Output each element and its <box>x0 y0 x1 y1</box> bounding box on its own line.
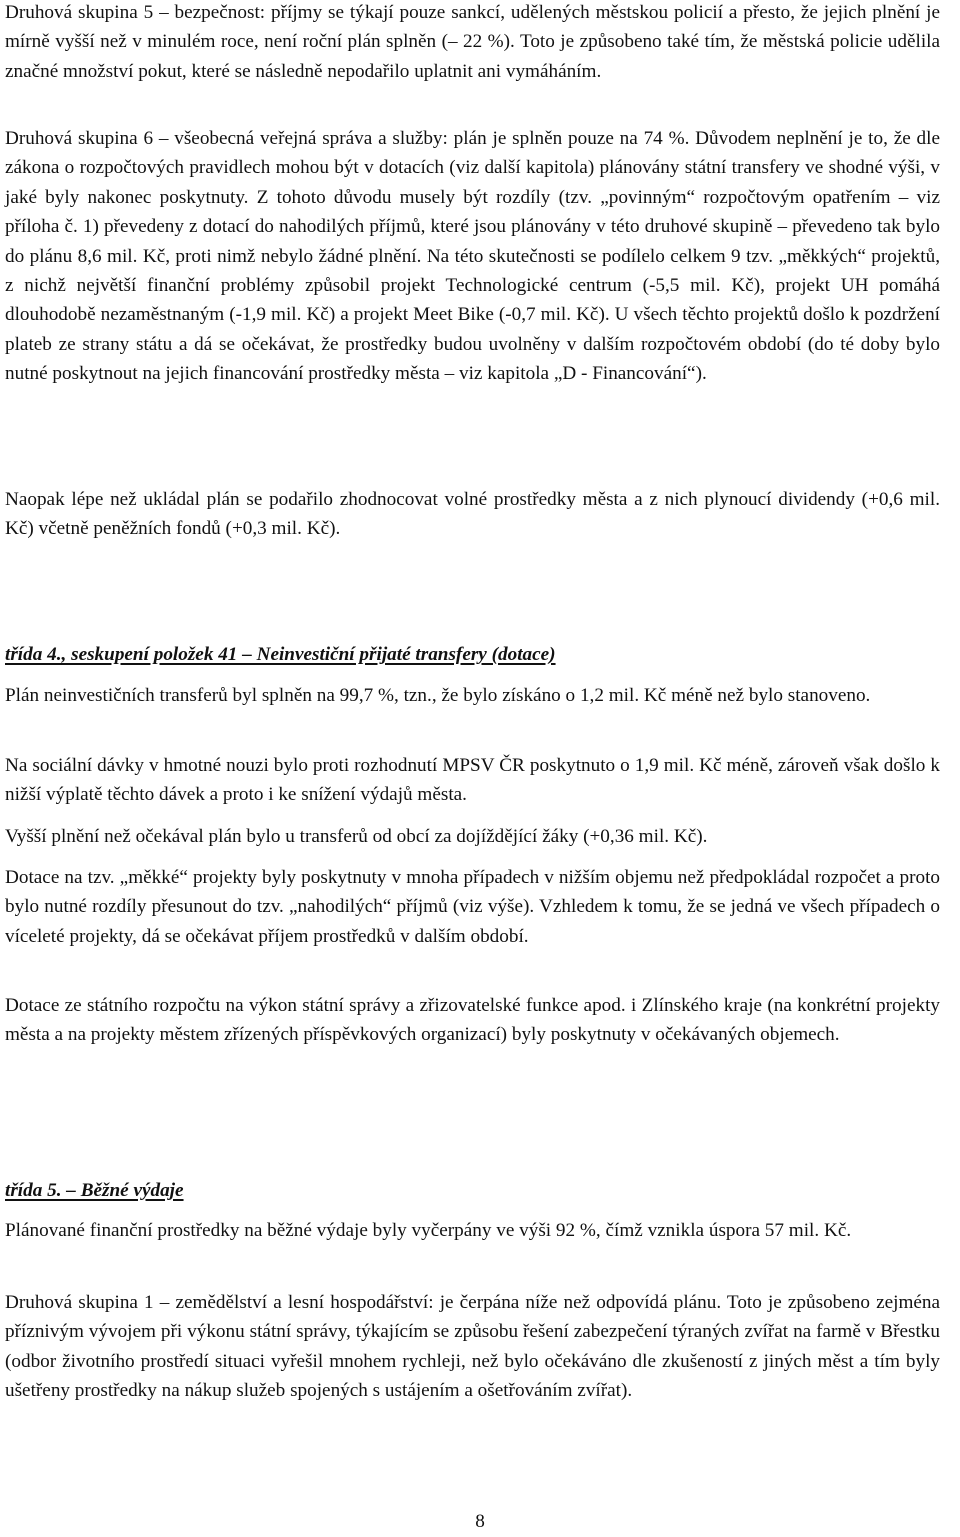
paragraph-dividends: Naopak lépe než ukládal plán se podařilo zhodnocovat volné prostředky města a z nich plynoucí dividendy (+0,6 mil. Kč) včetně peněžních fondů (+0,3 mil. Kč). <box>5 489 940 540</box>
paragraph-soft-projects: Dotace na tzv. „měkké“ projekty byly poskytnuty v mnoha případech v nižším objemu než předpokládal rozpočet a proto bylo nutné rozdíly přesunout do tzv. „nahodilých“ příjmů (viz výše). Vzhledem k tomu, že se jedná ve všech případech o víceleté projekty, dá se očekávat příjem prostředků v dalším období. <box>5 867 940 947</box>
paragraph-state-budget-grants: Dotace ze státního rozpočtu na výkon státní správy a zřizovatelské funkce apod. i Zlínského kraje (na konkrétní projekty města a na projekty městem zřízených příspěvkových organizací) byly poskytnuty v očekávaných objemech. <box>5 995 940 1046</box>
paragraph-transfers-plan: Plán neinvestičních transferů byl splněn na 99,7 %, tzn., že bylo získáno o 1,2 mil. Kč méně než bylo stanoveno. <box>5 685 871 706</box>
heading-class-4 <box>5 640 940 669</box>
paragraph-public-administration: Druhová skupina 6 – všeobecná veřejná správa a služby: plán je splněn pouze na 74 %. Důvodem neplnění je to, že dle zákona o rozpočtových pravidlech mohou být v dotacích (viz další kapitola) plánovány státní transfery ve shodné výši, v jaké byly nakonec poskytnuty. Z tohoto důvodu musely být rozdíly (tzv. „povinným“ rozpočtovým opatřením – viz příloha č. 1) převedeny z dotací do nahodilých příjmů, které jsou plánovány v této druhové skupině – převedeno tak bylo do plánu 8,6 mil. Kč, proti nimž nebylo žádné plnění. Na této skutečnosti se podílelo celkem 9 tzv. „měkkých“ projektů, z nichž největší finanční problémy způsobil projekt Technologické centrum (-5,5 mil. Kč), projekt UH pomáhá dlouhodobě nezaměstnaným (-1,9 mil. Kč) a projekt Meet Bike (-0,7 mil. Kč). U všech těchto projektů došlo k pozdržení plateb ze strany státu a dá se očekávat, že prostředky budou uvolněny v dalším rozpočtovém období (do té doby bylo nutné poskytnout na jejich financování prostředky města – viz kapitola „D - Financování“). <box>5 128 940 385</box>
paragraph-security: Druhová skupina 5 – bezpečnost: příjmy se týkají pouze sankcí, udělených městskou policií a přesto, že jejich plnění je mírně vyšší než v minulém roce, není roční plán splněn (– 22 %). Toto je způsobeno také tím, že městská policie udělila značné množství pokut, které se následně nepodařilo uplatnit ani vymáháním. <box>5 2 940 82</box>
heading-class-5 <box>5 1176 940 1205</box>
paragraph-current-expenses: Plánované finanční prostředky na běžné výdaje byly vyčerpány ve výši 92 %, čímž vznikla úspora 57 mil. Kč. <box>5 1220 852 1241</box>
page-number: 8 <box>475 1511 485 1532</box>
paragraph-commuting-pupils: Vyšší plnění než očekával plán bylo u transferů od obcí za dojíždějící žáky (+0,36 mil. Kč). <box>5 826 708 847</box>
paragraph-agriculture: Druhová skupina 1 – zemědělství a lesní hospodářství: je čerpána níže než odpovídá plánu. Toto je způsobeno zejména příznivým vývojem při výkonu státní správy, týkajícím se způsobu řešení zabezpečení týraných zvířat na farmě v Břestku (odbor životního prostředí situaci vyřešil mnohem rychleji, než bylo očekáváno dle zkušeností z jiných měst a tím byly ušetřeny prostředky na nákup služeb spojených s ustájením a ošetřováním zvířat). <box>5 1292 940 1402</box>
heading-class-5-text: třída 5. – Běžné výdaje <box>5 1180 184 1201</box>
paragraph-social-benefits: Na sociální dávky v hmotné nouzi bylo proti rozhodnutí MPSV ČR poskytnuto o 1,9 mil. Kč méně, zároveň však došlo k nižší výplatě těchto dávek a proto i ke snížení výdajů města. <box>5 755 940 806</box>
heading-class-4-text: třída 4., seskupení položek 41 – Neinvestiční přijaté transfery (dotace) <box>5 644 556 665</box>
